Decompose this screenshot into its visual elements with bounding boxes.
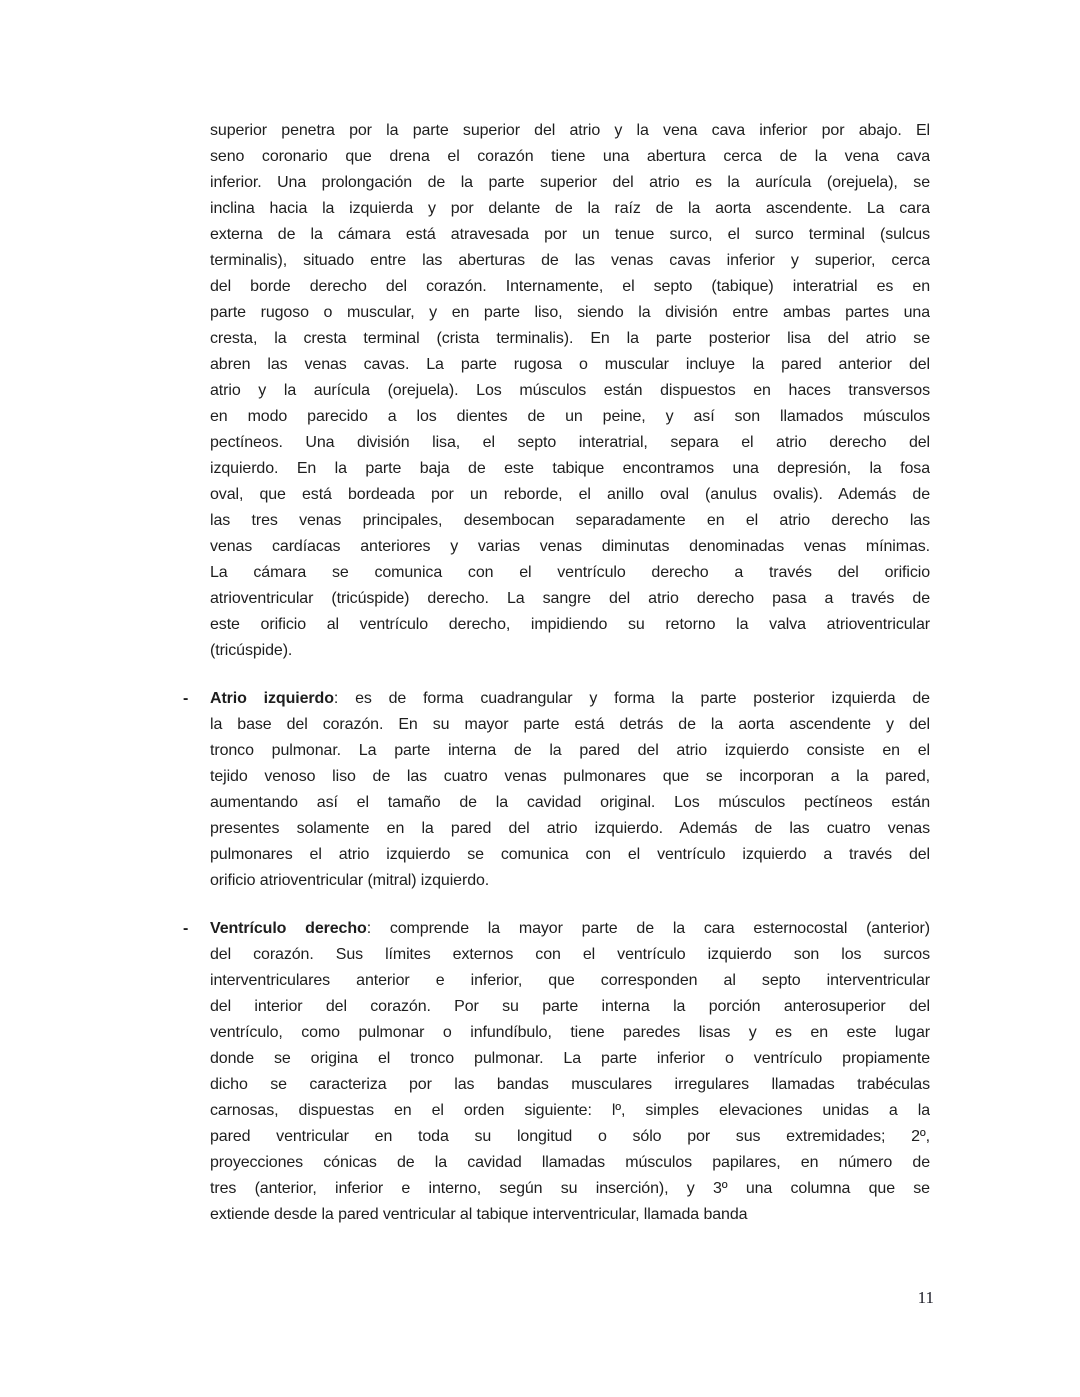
text-line: aumentando así el tamaño de la cavidad original. Los músculos pectíneos están (210, 794, 930, 811)
text-line: inferior. Una prolongación de la parte superior del atrio es la aurícula (orejuela), se (210, 174, 930, 191)
text-line: inclina hacia la izquierda y por delante de la raíz de la aorta ascendente. La cara (210, 200, 930, 217)
text-line: ventrículo, como pulmonar o infundíbulo, tiene paredes lisas y es en este lugar (210, 1024, 930, 1041)
text-line: del borde derecho del corazón. Internamente, el septo (tabique) interatrial es en (210, 278, 930, 295)
text-line: pared ventricular en toda su longitud o sólo por sus extremidades; 2º, (210, 1128, 930, 1145)
text-line: proyecciones cónicas de la cavidad llamadas músculos papilares, en número de (210, 1154, 930, 1171)
text-line: izquierdo. En la parte baja de este tabique encontramos una depresión, la fosa (210, 460, 930, 477)
text-line: donde se origina el tronco pulmonar. La parte inferior o ventrículo propiamente (210, 1050, 930, 1067)
bullet-dash: - (183, 920, 189, 937)
text-line: (tricúspide). (210, 642, 293, 659)
text-line: oval, que está bordeada por un reborde, el anillo oval (anulus ovalis). Además de (210, 486, 930, 503)
text-line: atrio y la aurícula (orejuela). Los músculos están dispuestos en haces transversos (210, 382, 930, 399)
text-line: extiende desde la pared ventricular al tabique interventricular, llamada banda (210, 1206, 748, 1223)
text-line: este orificio al ventrículo derecho, impidiendo su retorno la valva atrioventricular (210, 616, 930, 633)
text-line: pectíneos. Una división lisa, el septo interatrial, separa el atrio derecho del (210, 434, 930, 451)
text-line: atrioventricular (tricúspide) derecho. La sangre del atrio derecho pasa a través de (210, 590, 930, 607)
bullet-dash: - (183, 690, 189, 707)
term-label: Atrio izquierdo (210, 690, 334, 707)
text-line: carnosas, dispuestas en el orden siguiente: lº, simples elevaciones unidas a la (210, 1102, 930, 1119)
text-line: venas cardíacas anteriores y varias venas diminutas denominadas venas mínimas. (210, 538, 930, 555)
text-block (183, 118, 930, 1250)
text-line: tronco pulmonar. La parte interna de la pared del atrio izquierdo consiste en el (210, 742, 930, 759)
text-line: dicho se caracteriza por las bandas musculares irregulares llamadas trabéculas (210, 1076, 930, 1093)
text-line: orificio atrioventricular (mitral) izquierdo. (210, 872, 490, 889)
text-line: interventriculares anterior e inferior, que corresponden al septo interventricular (210, 972, 930, 989)
text-line: terminalis), situado entre las aberturas de las venas cavas inferior y superior, cerca (210, 252, 930, 269)
text-line: externa de la cámara está atravesada por un tenue surco, el surco terminal (sulcus (210, 226, 930, 243)
text-line: del corazón. Sus límites externos con el ventrículo izquierdo son los surcos (210, 946, 930, 963)
term-label: Ventrículo derecho (210, 920, 367, 937)
page-number: 11 (917, 1288, 934, 1307)
text-line: las tres venas principales, desembocan separadamente en el atrio derecho las (210, 512, 930, 529)
paragraph (210, 118, 930, 664)
text-line: del interior del corazón. Por su parte interna la porción anterosuperior del (210, 998, 930, 1015)
paragraph (183, 686, 930, 894)
text-line: la base del corazón. En su mayor parte está detrás de la aorta ascendente y del (210, 716, 930, 733)
text-line: presentes solamente en la pared del atrio izquierdo. Además de las cuatro venas (210, 820, 930, 837)
text-line: Atrio izquierdo: es de forma cuadrangular y forma la parte posterior izquierda de (210, 690, 930, 707)
text-line: cresta, la cresta terminal (crista terminalis). En la parte posterior lisa del atrio se (210, 330, 930, 347)
text-line: superior penetra por la parte superior del atrio y la vena cava inferior por abajo. El (210, 122, 930, 139)
text-line: abren las venas cavas. La parte rugosa o muscular incluye la pared anterior del (210, 356, 930, 373)
text-line: La cámara se comunica con el ventrículo derecho a través del orificio (210, 564, 930, 581)
text-line: pulmonares el atrio izquierdo se comunica con el ventrículo izquierdo a través del (210, 846, 930, 863)
text-line: Ventrículo derecho: comprende la mayor parte de la cara esternocostal (anterior) (210, 920, 930, 937)
text-line: en modo parecido a los dientes de un peine, y así son llamados músculos (210, 408, 930, 425)
paragraph (183, 916, 930, 1228)
text-line: seno coronario que drena el corazón tiene una abertura cerca de la vena cava (210, 148, 930, 165)
text-line: tejido venoso liso de las cuatro venas pulmonares que se incorporan a la pared, (210, 768, 930, 785)
text-line: parte rugoso o muscular, y en parte liso, siendo la división entre ambas partes una (210, 304, 930, 321)
text-line: tres (anterior, inferior e interno, según su inserción), y 3º una columna que se (210, 1180, 930, 1197)
